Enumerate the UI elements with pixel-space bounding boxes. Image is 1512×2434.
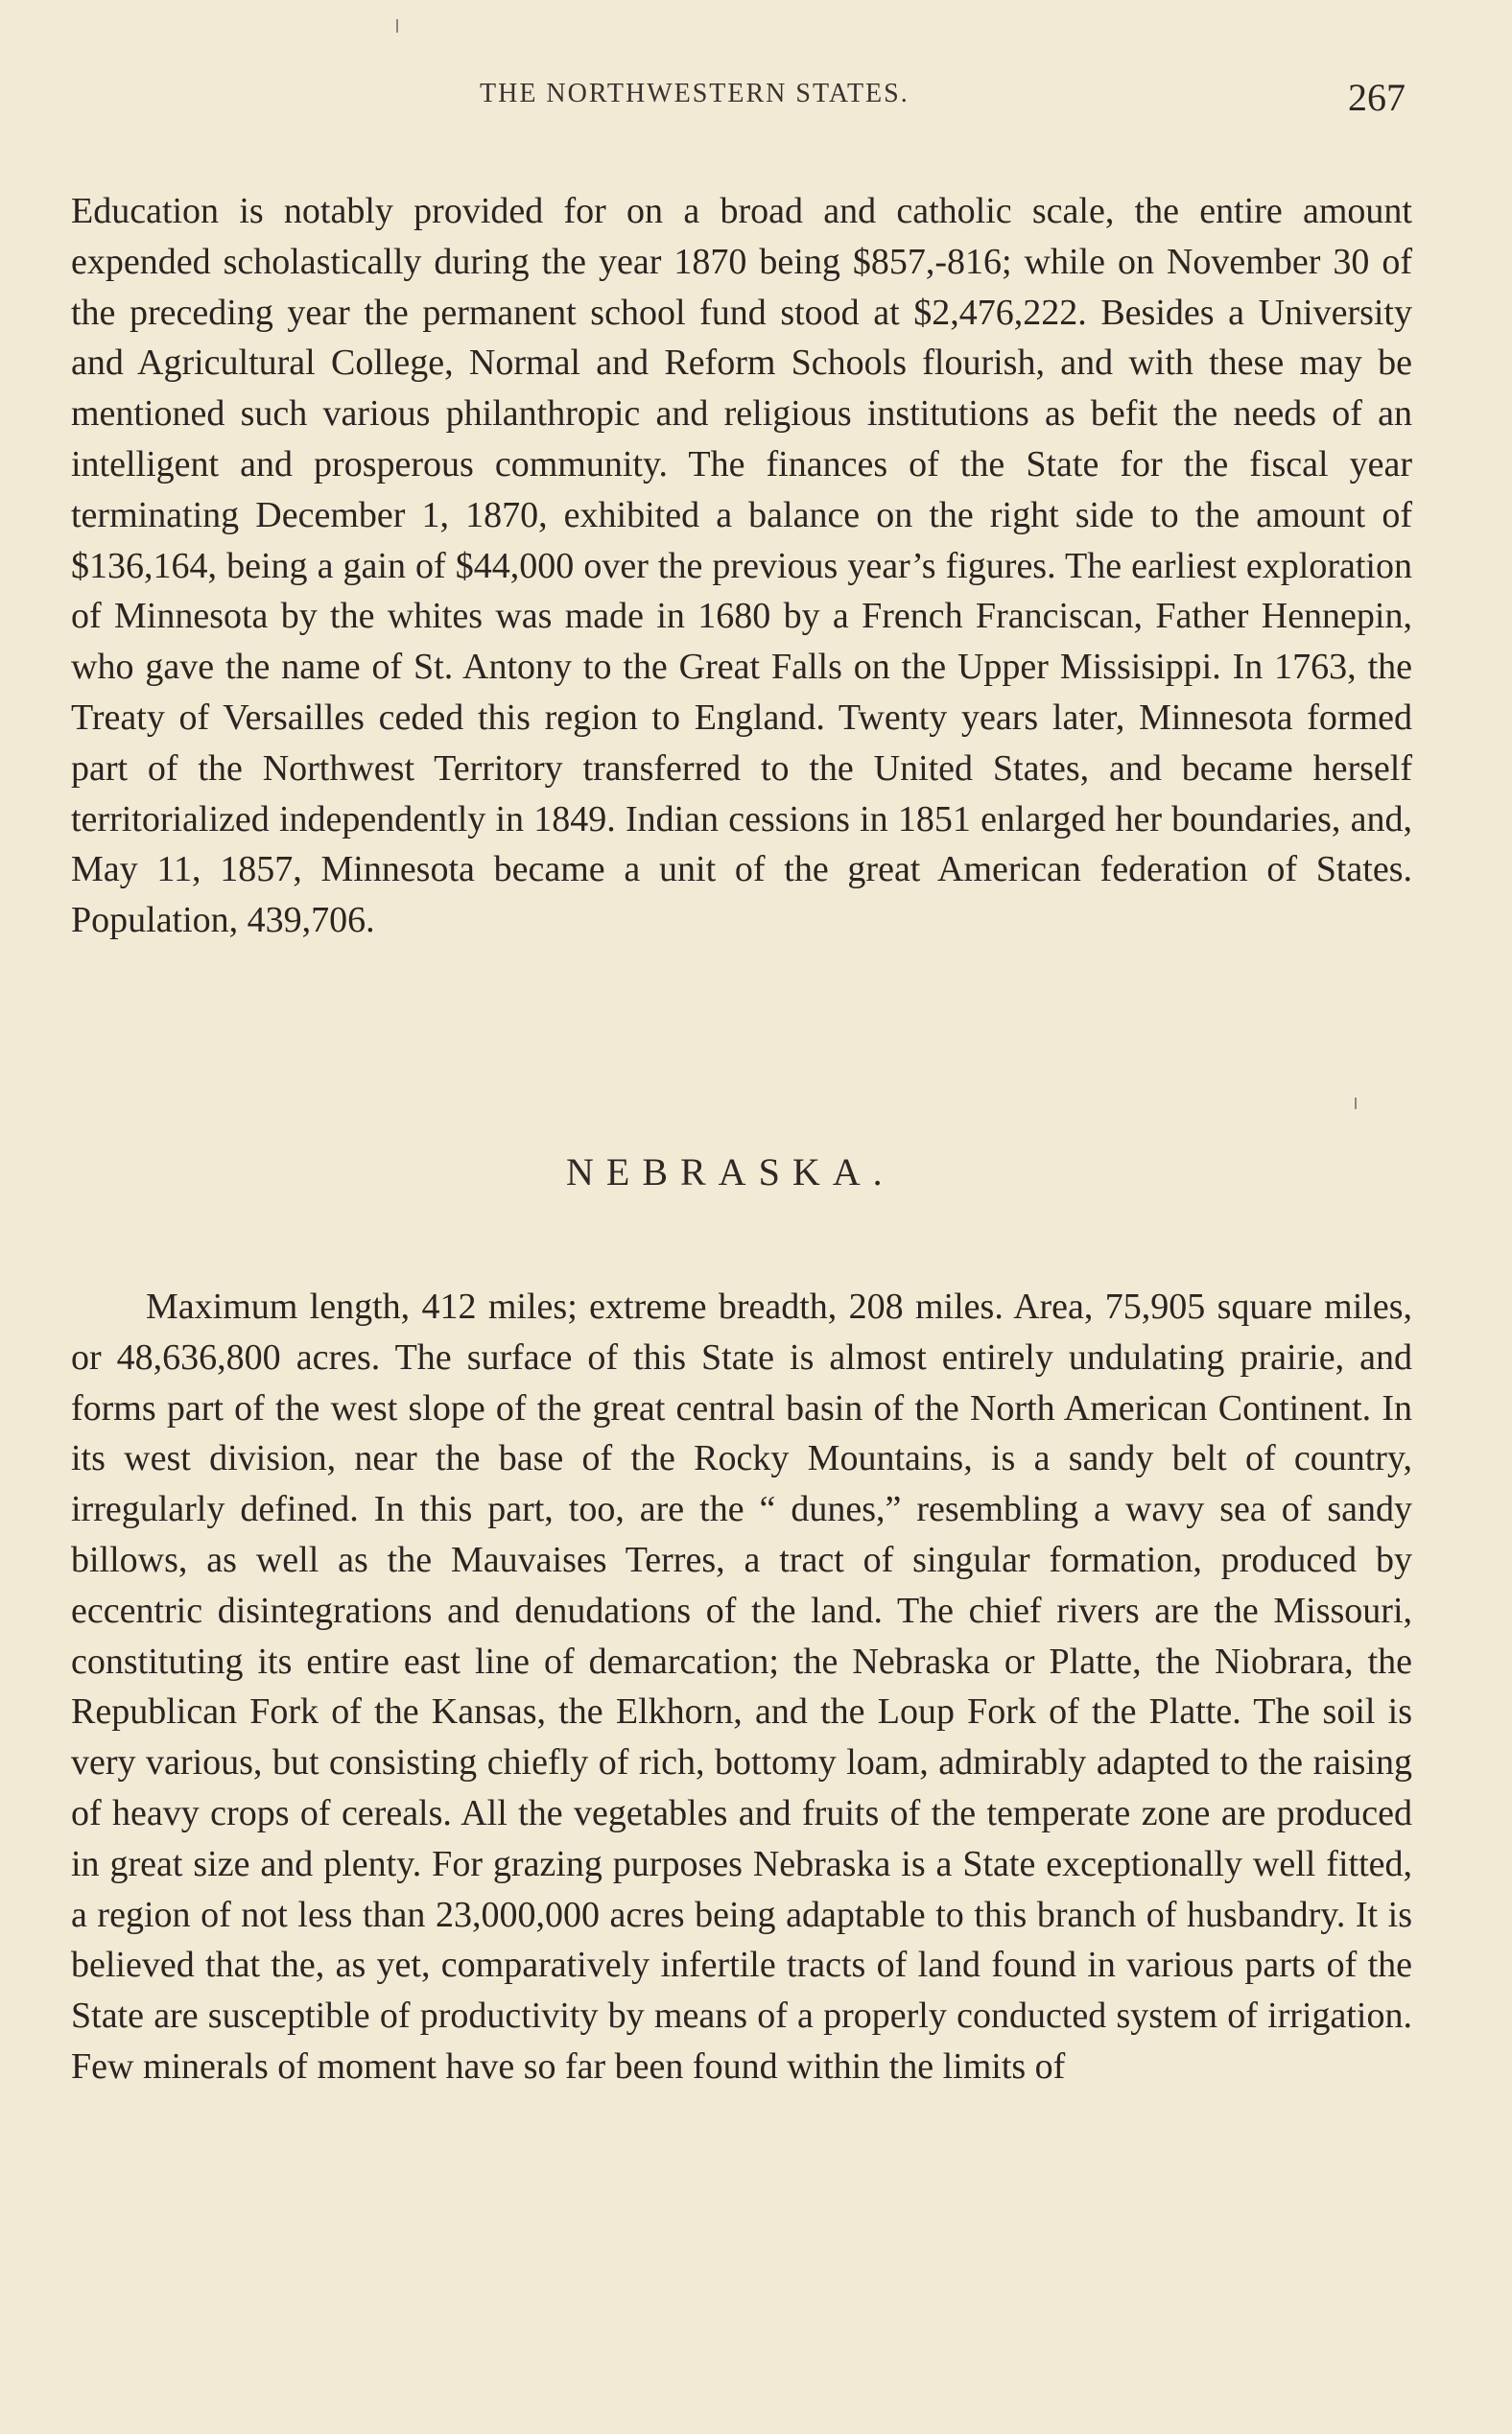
running-head: THE NORTHWESTERN STATES.: [480, 79, 910, 108]
ink-mark: [1355, 1098, 1357, 1109]
printer-mark: [396, 19, 398, 33]
section-title-nebraska: NEBRASKA.: [566, 1150, 895, 1193]
page-number: 267: [1348, 76, 1406, 119]
minnesota-paragraph: Education is notably provided for on a broad and catholic scale, the entire amount expended scholastically during the year 1870 being $857,-816; while on November 30 of the preceding year the permanent school fund stood at $2,476,222. Besides a University and Agricultural College, Normal and Reform Schools flourish, and with these may be mentioned such various philanthropic and religious institutions as befit the needs of an intelligent and prosperous community. The finances of the State for the fiscal year terminating December 1, 1870, exhibited a balance on the right side to the amount of $136,164, being a gain of $44,000 over the previous year’s figures. The earliest exploration of Minnesota by the whites was made in 1680 by a French Franciscan, Father Hennepin, who gave the name of St. Antony to the Great Falls on the Upper Missisippi. In 1763, the Treaty of Versailles ceded this region to England. Twenty years later, Minnesota formed part of the Northwest Territory transferred to the United States, and became herself territorialized independently in 1849. Indian cessions in 1851 enlarged her boundaries, and, May 11, 1857, Minnesota became a unit of the great American federation of States. Population, 439,706.: [71, 191, 1412, 941]
nebraska-paragraph: Maximum length, 412 miles; extreme breadth, 208 miles. Area, 75,905 square miles, or 48,636,800 acres. The surface of this State is almost entirely undulating prairie, and forms part of the west slope of the great central basin of the North American Continent. In its west division, near the base of the Rocky Mountains, is a sandy belt of country, irregularly defined. In this part, too, are the “ dunes,” resembling a wavy sea of sandy billows, as well as the Mauvaises Terres, a tract of singular formation, produced by eccentric disintegrations and denudations of the land. The chief rivers are the Missouri, constituting its entire east line of demarcation; the Nebraska or Platte, the Niobrara, the Republican Fork of the Kansas, the Elkhorn, and the Loup Fork of the Platte. The soil is very various, but consisting chiefly of rich, bottomy loam, admirably adapted to the raising of heavy crops of cereals. All the vegetables and fruits of the temperate zone are produced in great size and plenty. For grazing purposes Nebraska is a State exceptionally well fitted, a region of not less than 23,000,000 acres being adaptable to this branch of husbandry. It is believed that the, as yet, comparatively infertile tracts of land found in various parts of the State are susceptible of productivity by means of a properly conducted system of irrigation. Few minerals of moment have so far been found within the limits of: [71, 1287, 1412, 2087]
